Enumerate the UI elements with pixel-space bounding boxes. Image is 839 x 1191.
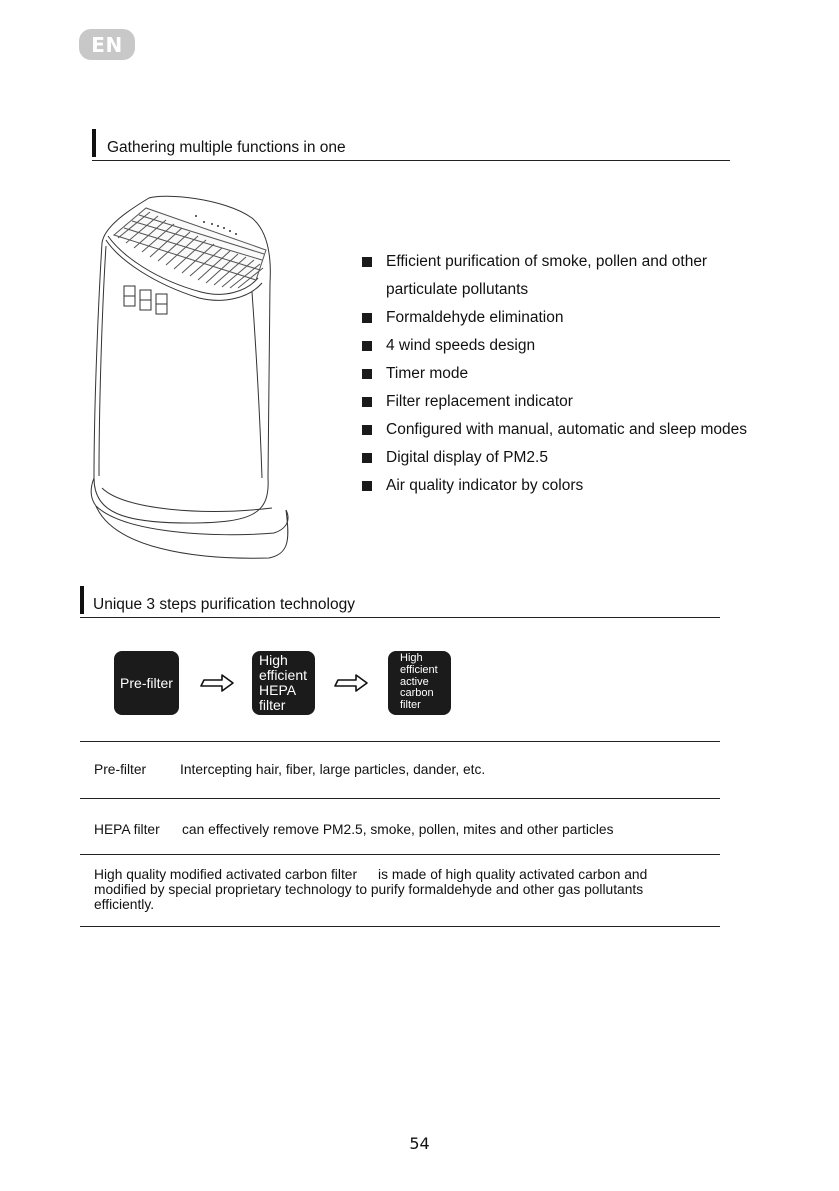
definition-term: High quality modified activated carbon filter	[94, 867, 358, 882]
air-purifier-illustration	[84, 188, 294, 573]
step-label: filter	[259, 697, 286, 713]
definition-text: Intercepting hair, fiber, large particles, dander, etc.	[180, 762, 486, 777]
section-title: Gathering multiple functions in one	[107, 139, 346, 156]
language-badge: EN	[79, 29, 135, 60]
bullet-square-icon	[362, 369, 372, 379]
bullet-square-icon	[362, 481, 372, 491]
feature-item	[361, 304, 747, 332]
step-carbon-box	[388, 651, 451, 715]
right-arrow-icon	[200, 673, 236, 693]
step-label: HEPA	[259, 682, 297, 698]
step-label: filter	[400, 699, 421, 712]
step-label: High	[259, 652, 288, 668]
feature-text: Efficient purification of smoke, pollen and other	[386, 253, 708, 270]
bullet-square-icon	[362, 257, 372, 267]
step-label: active	[400, 675, 429, 688]
step-label: Pre-filter	[120, 675, 173, 691]
feature-item	[361, 360, 747, 388]
step-prefilter-box	[114, 651, 179, 715]
feature-item	[361, 416, 747, 444]
feature-text: Timer mode	[386, 365, 469, 382]
feature-text-continued: particulate pollutants	[386, 281, 529, 298]
feature-item	[361, 248, 747, 304]
divider	[80, 741, 720, 742]
definition-text: can effectively remove PM2.5, smoke, pollen, mites and other particles	[182, 822, 614, 837]
feature-item	[361, 444, 747, 472]
section-header-functions	[92, 128, 730, 161]
definition-text: is made of high quality activated carbon and modified by special proprietary technology to purify formaldehyde and other gas pollutants efficiently.	[94, 867, 648, 912]
bullet-square-icon	[362, 425, 372, 435]
feature-text: Digital display of PM2.5	[386, 449, 548, 466]
divider	[80, 926, 720, 927]
page-number: 54	[409, 1134, 430, 1153]
divider	[80, 798, 720, 799]
bullet-square-icon	[362, 313, 372, 323]
feature-text: Filter replacement indicator	[386, 393, 573, 410]
bullet-square-icon	[362, 341, 372, 351]
section-title: Unique 3 steps purification technology	[93, 596, 355, 613]
feature-list	[361, 248, 747, 500]
feature-text: Formaldehyde elimination	[386, 309, 564, 326]
feature-item	[361, 332, 747, 360]
feature-text: 4 wind speeds design	[386, 337, 536, 354]
feature-text: Air quality indicator by colors	[386, 477, 584, 494]
feature-item	[361, 388, 747, 416]
definition-term: Pre-filter	[94, 762, 147, 777]
step-label: High	[400, 652, 423, 664]
step-label: efficient	[259, 667, 307, 683]
definition-row	[94, 867, 694, 912]
section-header-purification	[80, 585, 720, 618]
feature-item	[361, 472, 747, 500]
section-marker	[80, 586, 84, 614]
feature-text: Configured with manual, automatic and sleep modes	[386, 421, 748, 438]
step-label: efficient	[400, 663, 438, 676]
definition-row	[94, 762, 485, 777]
step-hepa-box	[252, 651, 315, 715]
definition-term: HEPA filter	[94, 822, 160, 837]
divider	[80, 854, 720, 855]
definition-row	[94, 822, 613, 837]
bullet-square-icon	[362, 453, 372, 463]
section-marker	[92, 129, 96, 157]
bullet-square-icon	[362, 397, 372, 407]
step-label: carbon	[400, 687, 434, 700]
right-arrow-icon	[334, 673, 370, 693]
